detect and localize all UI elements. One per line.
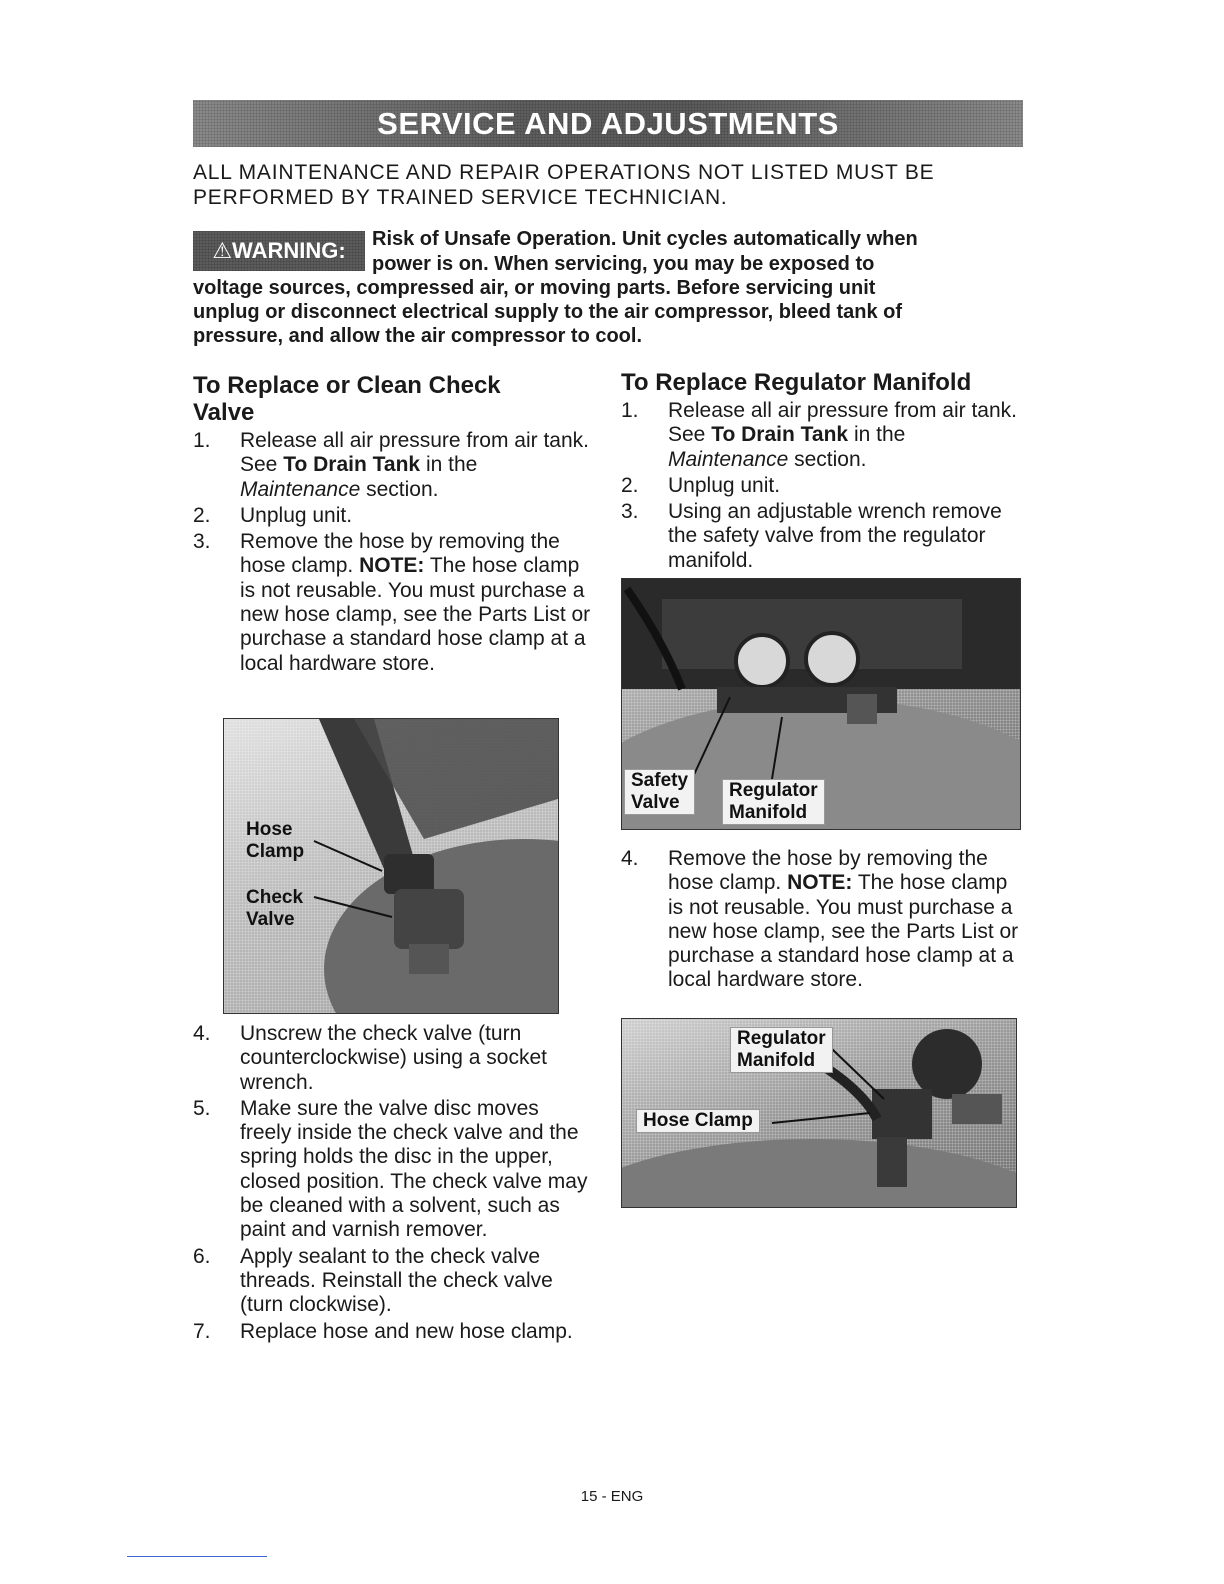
list-item [621,847,1021,993]
label-text: Safety [631,770,689,791]
step-number: 3. [193,530,211,554]
step-text: Make sure the valve disc moves freely inside the check valve and the spring holds the disc in the upper, closed position. The check valve may be cleaned with a solvent, such as paint and varnish remover. [240,1096,588,1242]
step-text: Apply sealant to the check valve threads. Reinstall the check valve (turn clockwise). [240,1244,553,1317]
step-number: 3. [621,500,639,524]
step-text: The hose clamp is not reusable. You must purchase a new hose clamp, see the Parts List or purchase a standard hose clamp at a local hardware store. [668,871,1019,992]
step-number: 5. [193,1096,211,1120]
step-ref-section: Maintenance [668,447,789,471]
list-item [193,1022,593,1095]
right-steps-a [621,399,1021,575]
hose-clamp-label-2: Hose Clamp [636,1109,760,1133]
list-item [193,1097,593,1243]
step-number: 6. [193,1244,211,1268]
warning-line-1: Risk of Unsafe Operation. Unit cycles automatically when [372,228,918,250]
regulator-manifold-label-2 [730,1027,833,1073]
list-item [193,1320,593,1344]
left-heading-line-2: Valve [193,399,255,426]
step-note-label: NOTE: [787,871,853,895]
list-item [193,530,593,676]
step-text: section. [360,477,439,501]
label-text: Manifold [737,1050,816,1071]
right-heading: To Replace Regulator Manifold [621,369,972,396]
list-item [621,500,1021,573]
list-item [193,504,593,528]
right-steps-b [621,847,1021,995]
warning-line-3: voltage sources, compressed air, or moving parts. Before servicing unit [193,277,876,299]
step-number: 4. [193,1022,211,1045]
step-text: Unplug unit. [668,473,781,497]
regulator-manifold-label [722,779,825,825]
step-text: Release all air pressure from air tank. See [240,429,589,477]
left-steps-b [193,1022,593,1346]
check-valve-photo [223,718,559,1014]
left-heading-line-1: To Replace or Clean Check [193,372,501,399]
step-text: Remove the hose by removing the hose clamp. [240,530,560,578]
step-text: in the [420,453,478,477]
step-number: 1. [621,399,639,422]
step-number: 7. [193,1319,211,1343]
step-text: Replace hose and new hose clamp. [240,1319,573,1343]
warning-badge: ⚠WARNING: [193,231,365,271]
intro-line-1: ALL MAINTENANCE AND REPAIR OPERATIONS NOT LISTED MUST BE [193,161,935,184]
step-text: section. [788,447,867,471]
label-text: Check [246,887,304,908]
hose-clamp-photo [621,1018,1017,1208]
step-ref: To Drain Tank [711,423,849,447]
label-text: Regulator [737,1028,826,1049]
step-number: 1. [193,429,211,452]
check-valve-illustration [224,719,558,1013]
warning-line-4: unplug or disconnect electrical supply to the air compressor, bleed tank of [193,301,903,323]
check-valve-label [246,887,303,931]
list-item [193,429,593,502]
warning-line-2: power is on. When servicing, you may be exposed to [372,253,875,275]
label-text: Valve [246,909,295,930]
safety-valve-label [624,769,695,815]
label-text: Hose [246,819,293,840]
step-text: The hose clamp is not reusable. You must purchase a new hose clamp, see the Parts List or purchase a standard hose clamp at a local hardware store. [240,554,591,675]
step-text: Unplug unit. [240,503,353,527]
section-title: SERVICE AND ADJUSTMENTS [377,106,839,141]
label-text: Valve [631,792,680,813]
step-text: Using an adjustable wrench remove the safety valve from the regulator manifold. [668,500,1002,572]
step-number: 2. [193,503,211,527]
step-number: 4. [621,847,639,870]
label-text: Manifold [729,802,808,823]
intro-notice [193,160,1023,210]
section-banner [193,100,1023,147]
step-text: Release all air pressure from air tank. See [668,399,1017,447]
warning-line-5: pressure, and allow the air compressor to cool. [193,325,643,347]
hose-clamp-label [246,819,304,863]
step-text: Remove the hose by removing the hose clamp. [668,847,988,895]
list-item [621,474,1021,498]
step-text: Unscrew the check valve (turn counterclockwise) using a socket wrench. [240,1022,547,1094]
regulator-manifold-photo [621,578,1021,830]
list-item [621,399,1021,472]
step-note-label: NOTE: [359,554,425,578]
step-text: in the [848,423,906,447]
label-text: Regulator [729,780,818,801]
intro-line-2: PERFORMED BY TRAINED SERVICE TECHNICIAN. [193,186,728,209]
left-steps-a [193,429,593,678]
label-text: Clamp [246,841,305,862]
step-number: 2. [621,473,639,497]
list-item [193,1245,593,1318]
footer-divider [127,1556,267,1557]
page-number: 15 - ENG [580,1488,644,1505]
step-ref: To Drain Tank [283,453,421,477]
left-heading [193,372,583,426]
step-ref-section: Maintenance [240,477,361,501]
